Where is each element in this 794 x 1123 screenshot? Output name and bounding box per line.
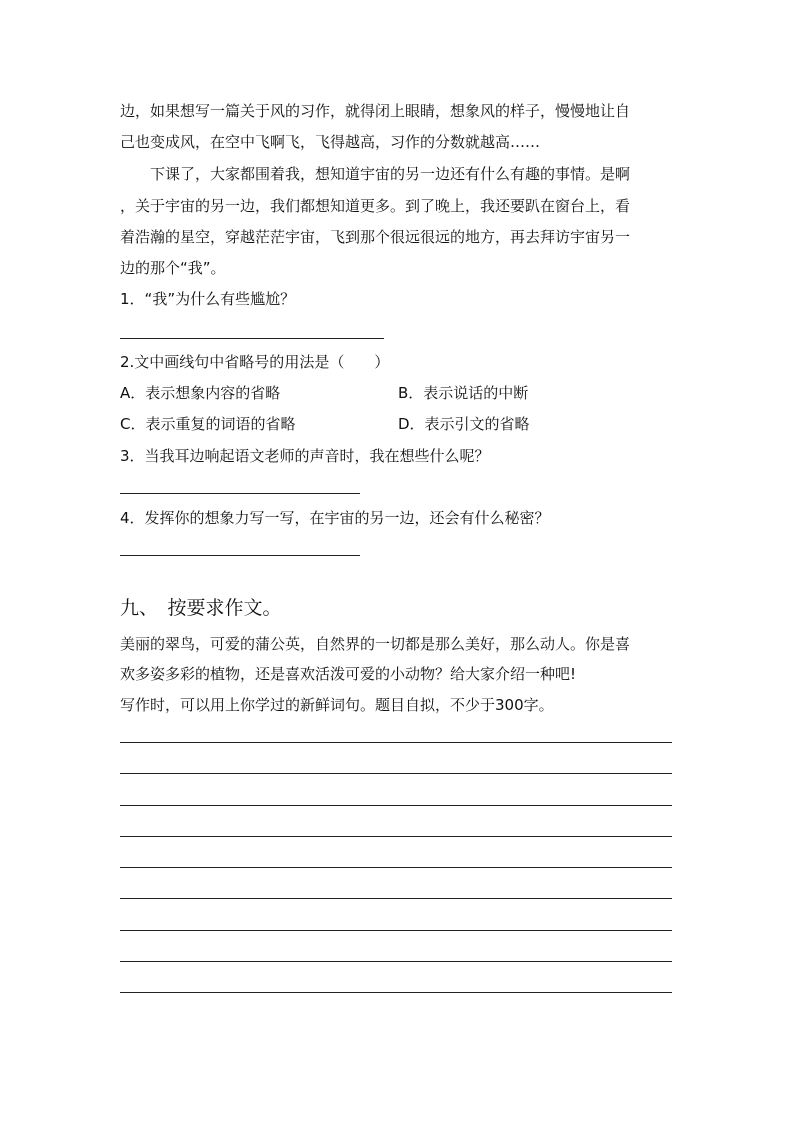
writing-line — [120, 898, 672, 899]
option-d: D．表示引文的省略 — [398, 415, 530, 433]
passage-line-6: 边的那个“我”。 — [120, 259, 226, 277]
writing-line — [120, 742, 672, 743]
option-a: A．表示想象内容的省略 — [120, 384, 281, 402]
writing-line — [120, 773, 672, 774]
section-heading-composition: 九、 按要求作文。 — [120, 597, 282, 619]
option-b: B．表示说话的中断 — [398, 384, 529, 402]
composition-prompt-line-1: 美丽的翠鸟，可爱的蒲公英，自然界的一切都是那么美好，那么动人。你是喜 — [120, 635, 631, 653]
writing-line — [120, 836, 672, 837]
composition-prompt-line-3: 写作时，可以用上你学过的新鲜词句。题目自拟，不少于300字。 — [120, 696, 554, 714]
composition-prompt-line-2: 欢多姿多彩的植物，还是喜欢活泼可爱的小动物？给大家介绍一种吧! — [120, 665, 577, 683]
answer-line-1 — [120, 338, 384, 339]
passage-line-3: 下课了，大家都围着我，想知道宇宙的另一边还有什么有趣的事情。是啊 — [150, 165, 631, 183]
writing-line — [120, 992, 672, 993]
writing-line — [120, 867, 672, 868]
passage-line-5: 着浩瀚的星空，穿越茫茫宇宙，飞到那个很远很远的地方，再去拜访宇宙另一 — [120, 228, 631, 246]
writing-line — [120, 805, 672, 806]
passage-line-4: ，关于宇宙的另一边，我们都想知道更多。到了晚上，我还要趴在窗台上，看 — [120, 197, 631, 215]
answer-line-4 — [120, 555, 360, 556]
question-1: 1．“我”为什么有些尴尬？ — [120, 290, 296, 308]
answer-line-3 — [120, 493, 360, 494]
passage-line-1: 边，如果想写一篇关于风的习作，就得闭上眼睛，想象风的样子，慢慢地让自 — [120, 102, 631, 120]
question-3: 3．当我耳边响起语文老师的声音时，我在想些什么呢？ — [120, 447, 490, 465]
question-2: 2.文中画线句中省略号的用法是（ ） — [120, 353, 390, 371]
writing-line — [120, 930, 672, 931]
question-4: 4．发挥你的想象力写一写，在宇宙的另一边，还会有什么秘密？ — [120, 509, 550, 527]
option-c: C．表示重复的词语的省略 — [120, 415, 296, 433]
passage-line-2: 己也变成风，在空中飞啊飞，飞得越高，习作的分数就越高…… — [120, 133, 541, 151]
writing-line — [120, 961, 672, 962]
